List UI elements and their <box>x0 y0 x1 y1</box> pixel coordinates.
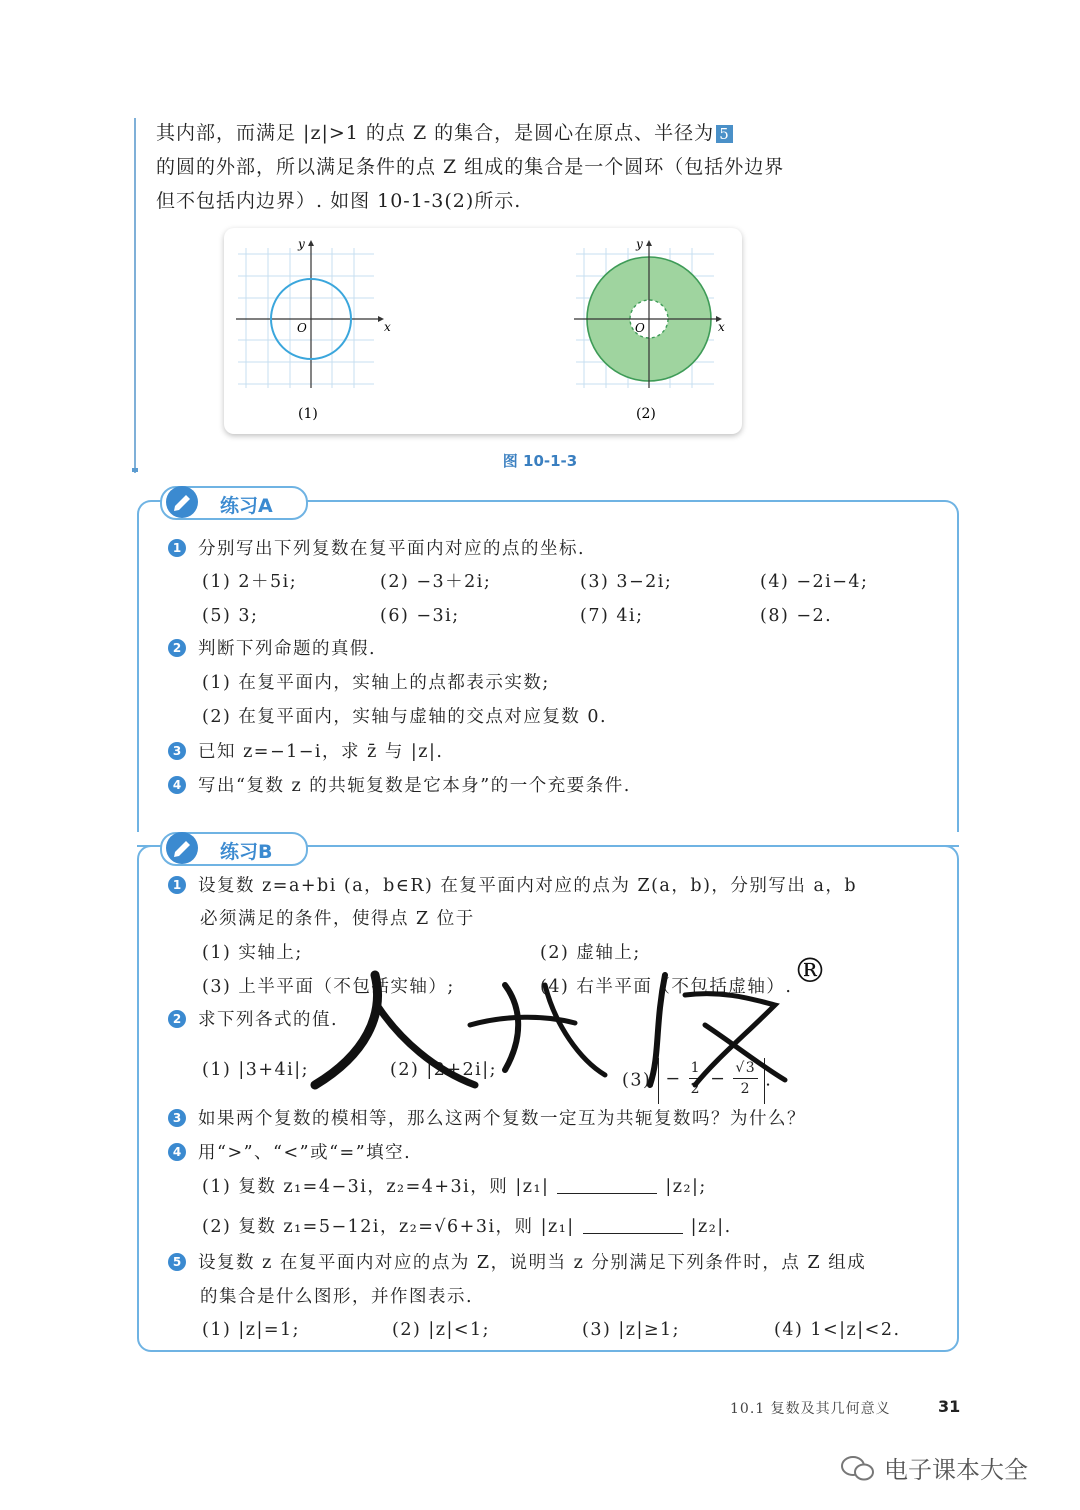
exA-q1-item: (4) −2i−4; <box>760 572 869 592</box>
exA-q1-item: (2) −3＋2i; <box>380 572 492 592</box>
exB-q5-item: (3) |z|≥1; <box>582 1320 681 1340</box>
exB-q4-sub1: (1) 复数 z₁=4−3i，z₂=4+3i，则 |z₁| |z₂|; <box>202 1177 707 1197</box>
intro-line-3: 但不包括内边界）. 如图 10-1-3(2)所示. <box>156 190 522 212</box>
pencil-icon <box>166 832 198 864</box>
frac1-denominator: 2 <box>690 1081 702 1097</box>
exB-q5-line2: 的集合是什么图形，并作图表示. <box>200 1287 474 1307</box>
exA-q4: 4 写出“复数 z 的共轭复数是它本身”的一个充要条件. <box>168 774 631 798</box>
pencil-icon <box>166 486 198 518</box>
exA-q1-item: (8) −2. <box>760 606 833 626</box>
exB-q2-item-3: (3) − $\frac{1}{2}$ − $\frac{√3}{2}$ . <box>622 1058 772 1104</box>
watermark-text: 电子课本大全 <box>884 1456 1028 1484</box>
intro-line-1: 其内部，而满足 |z|>1 的点 Z 的集合，是圆心在原点、半径为 5 <box>156 116 733 150</box>
figure-panel <box>224 228 742 434</box>
exA-q1-item: (5) 3; <box>202 606 259 626</box>
margin-rule <box>134 118 136 473</box>
figure-caption: 图 10-1-3 <box>502 452 578 470</box>
registered-mark: ® <box>793 951 827 991</box>
left-x-label: x <box>384 320 391 334</box>
question-number: 1 <box>168 539 186 557</box>
publisher-stamp <box>305 945 825 1095</box>
exB-q5-item: (2) |z|<1; <box>392 1320 491 1340</box>
exB-q4-sub2: (2) 复数 z₁=5−12i，z₂=√6+3i，则 |z₁| |z₂|. <box>202 1217 732 1237</box>
exA-q1-item: (1) 2＋5i; <box>202 572 298 592</box>
exercise-b-title: 练习B <box>220 841 273 863</box>
exA-q3: 3 已知 z=−1−i，求 z̄ 与 |z|. <box>168 740 444 764</box>
section-footer: 10.1 复数及其几何意义 <box>730 1401 891 1417</box>
frac2-numerator: √3 <box>733 1058 758 1079</box>
left-y-label: y <box>298 237 305 251</box>
right-x-label: x <box>718 320 725 334</box>
fill-in-blank[interactable] <box>583 1215 683 1234</box>
figure-svg <box>224 228 742 434</box>
right-y-label: y <box>636 237 643 251</box>
question-number: 1 <box>168 876 186 894</box>
question-number: 4 <box>168 1143 186 1161</box>
exB-q4: 4 用“>”、“<”或“=”填空. <box>168 1141 411 1165</box>
exA-q1-item: (3) 3−2i; <box>580 572 673 592</box>
exA-q1: 1 分别写出下列复数在复平面内对应的点的坐标. <box>168 537 585 561</box>
question-number: 3 <box>168 1109 186 1127</box>
exB-q2-item: (2) |2+2i|; <box>390 1060 498 1080</box>
exB-q5-item: (4) 1<|z|<2. <box>774 1320 901 1340</box>
question-number: 5 <box>168 1253 186 1271</box>
exA-q1-item: (6) −3i; <box>380 606 460 626</box>
exA-q1-item: (7) 4i; <box>580 606 644 626</box>
exB-q1-item: (1) 实轴上; <box>202 943 303 963</box>
intro-line-2: 的圆的外部，所以满足条件的点 Z 组成的集合是一个圆环（包括外边界 <box>156 156 785 178</box>
right-plot <box>574 237 725 422</box>
footnote-marker[interactable]: 5 <box>716 125 733 143</box>
frac2-denominator: 2 <box>740 1081 751 1097</box>
right-origin-label: O <box>635 321 645 335</box>
exB-q5-line1: 5 设复数 z 在复平面内对应的点为 Z，说明当 z 分别满足下列条件时，点 Z 组成 <box>168 1251 866 1275</box>
exercise-a-title: 练习A <box>220 495 273 517</box>
publisher-stamp-art <box>305 945 825 1095</box>
exB-q1-item: (2) 虚轴上; <box>540 943 641 963</box>
left-origin-label: O <box>297 321 307 335</box>
exB-q1-line2: 必须满足的条件，使得点 Z 位于 <box>200 909 475 929</box>
wechat-watermark <box>840 1450 1040 1486</box>
exA-q2-sub1: (1) 在复平面内，实轴上的点都表示实数; <box>202 673 550 693</box>
left-plot <box>236 237 391 422</box>
left-sublabel: (1) <box>298 406 318 422</box>
exB-q2: 2 求下列各式的值. <box>168 1008 338 1032</box>
exB-q1-item: (4) 右半平面（不包括虚轴）. <box>540 977 793 997</box>
exB-q3: 3 如果两个复数的模相等，那么这两个复数一定互为共轭复数吗？为什么？ <box>168 1107 806 1131</box>
fill-in-blank[interactable] <box>557 1175 657 1194</box>
exB-q1-item: (3) 上半平面（不包括实轴）; <box>202 977 455 997</box>
question-number: 4 <box>168 776 186 794</box>
frac1-numerator: 1 <box>689 1058 703 1079</box>
exB-q5-item: (1) |z|=1; <box>202 1320 301 1340</box>
exB-q2-item: (1) |3+4i|; <box>202 1060 310 1080</box>
exA-q2: 2 判断下列命题的真假. <box>168 637 376 661</box>
exA-q2-sub2: (2) 在复平面内，实轴与虚轴的交点对应复数 0. <box>202 707 608 727</box>
page-number: 31 <box>938 1397 961 1416</box>
question-number: 2 <box>168 639 186 657</box>
wechat-icon <box>840 1454 876 1484</box>
exB-q1-line1: 1 设复数 z=a+bi (a，b∈R) 在复平面内对应的点为 Z(a，b)，分别写出 a，b <box>168 874 857 898</box>
question-number: 3 <box>168 742 186 760</box>
right-sublabel: (2) <box>636 406 656 422</box>
question-number: 2 <box>168 1010 186 1028</box>
